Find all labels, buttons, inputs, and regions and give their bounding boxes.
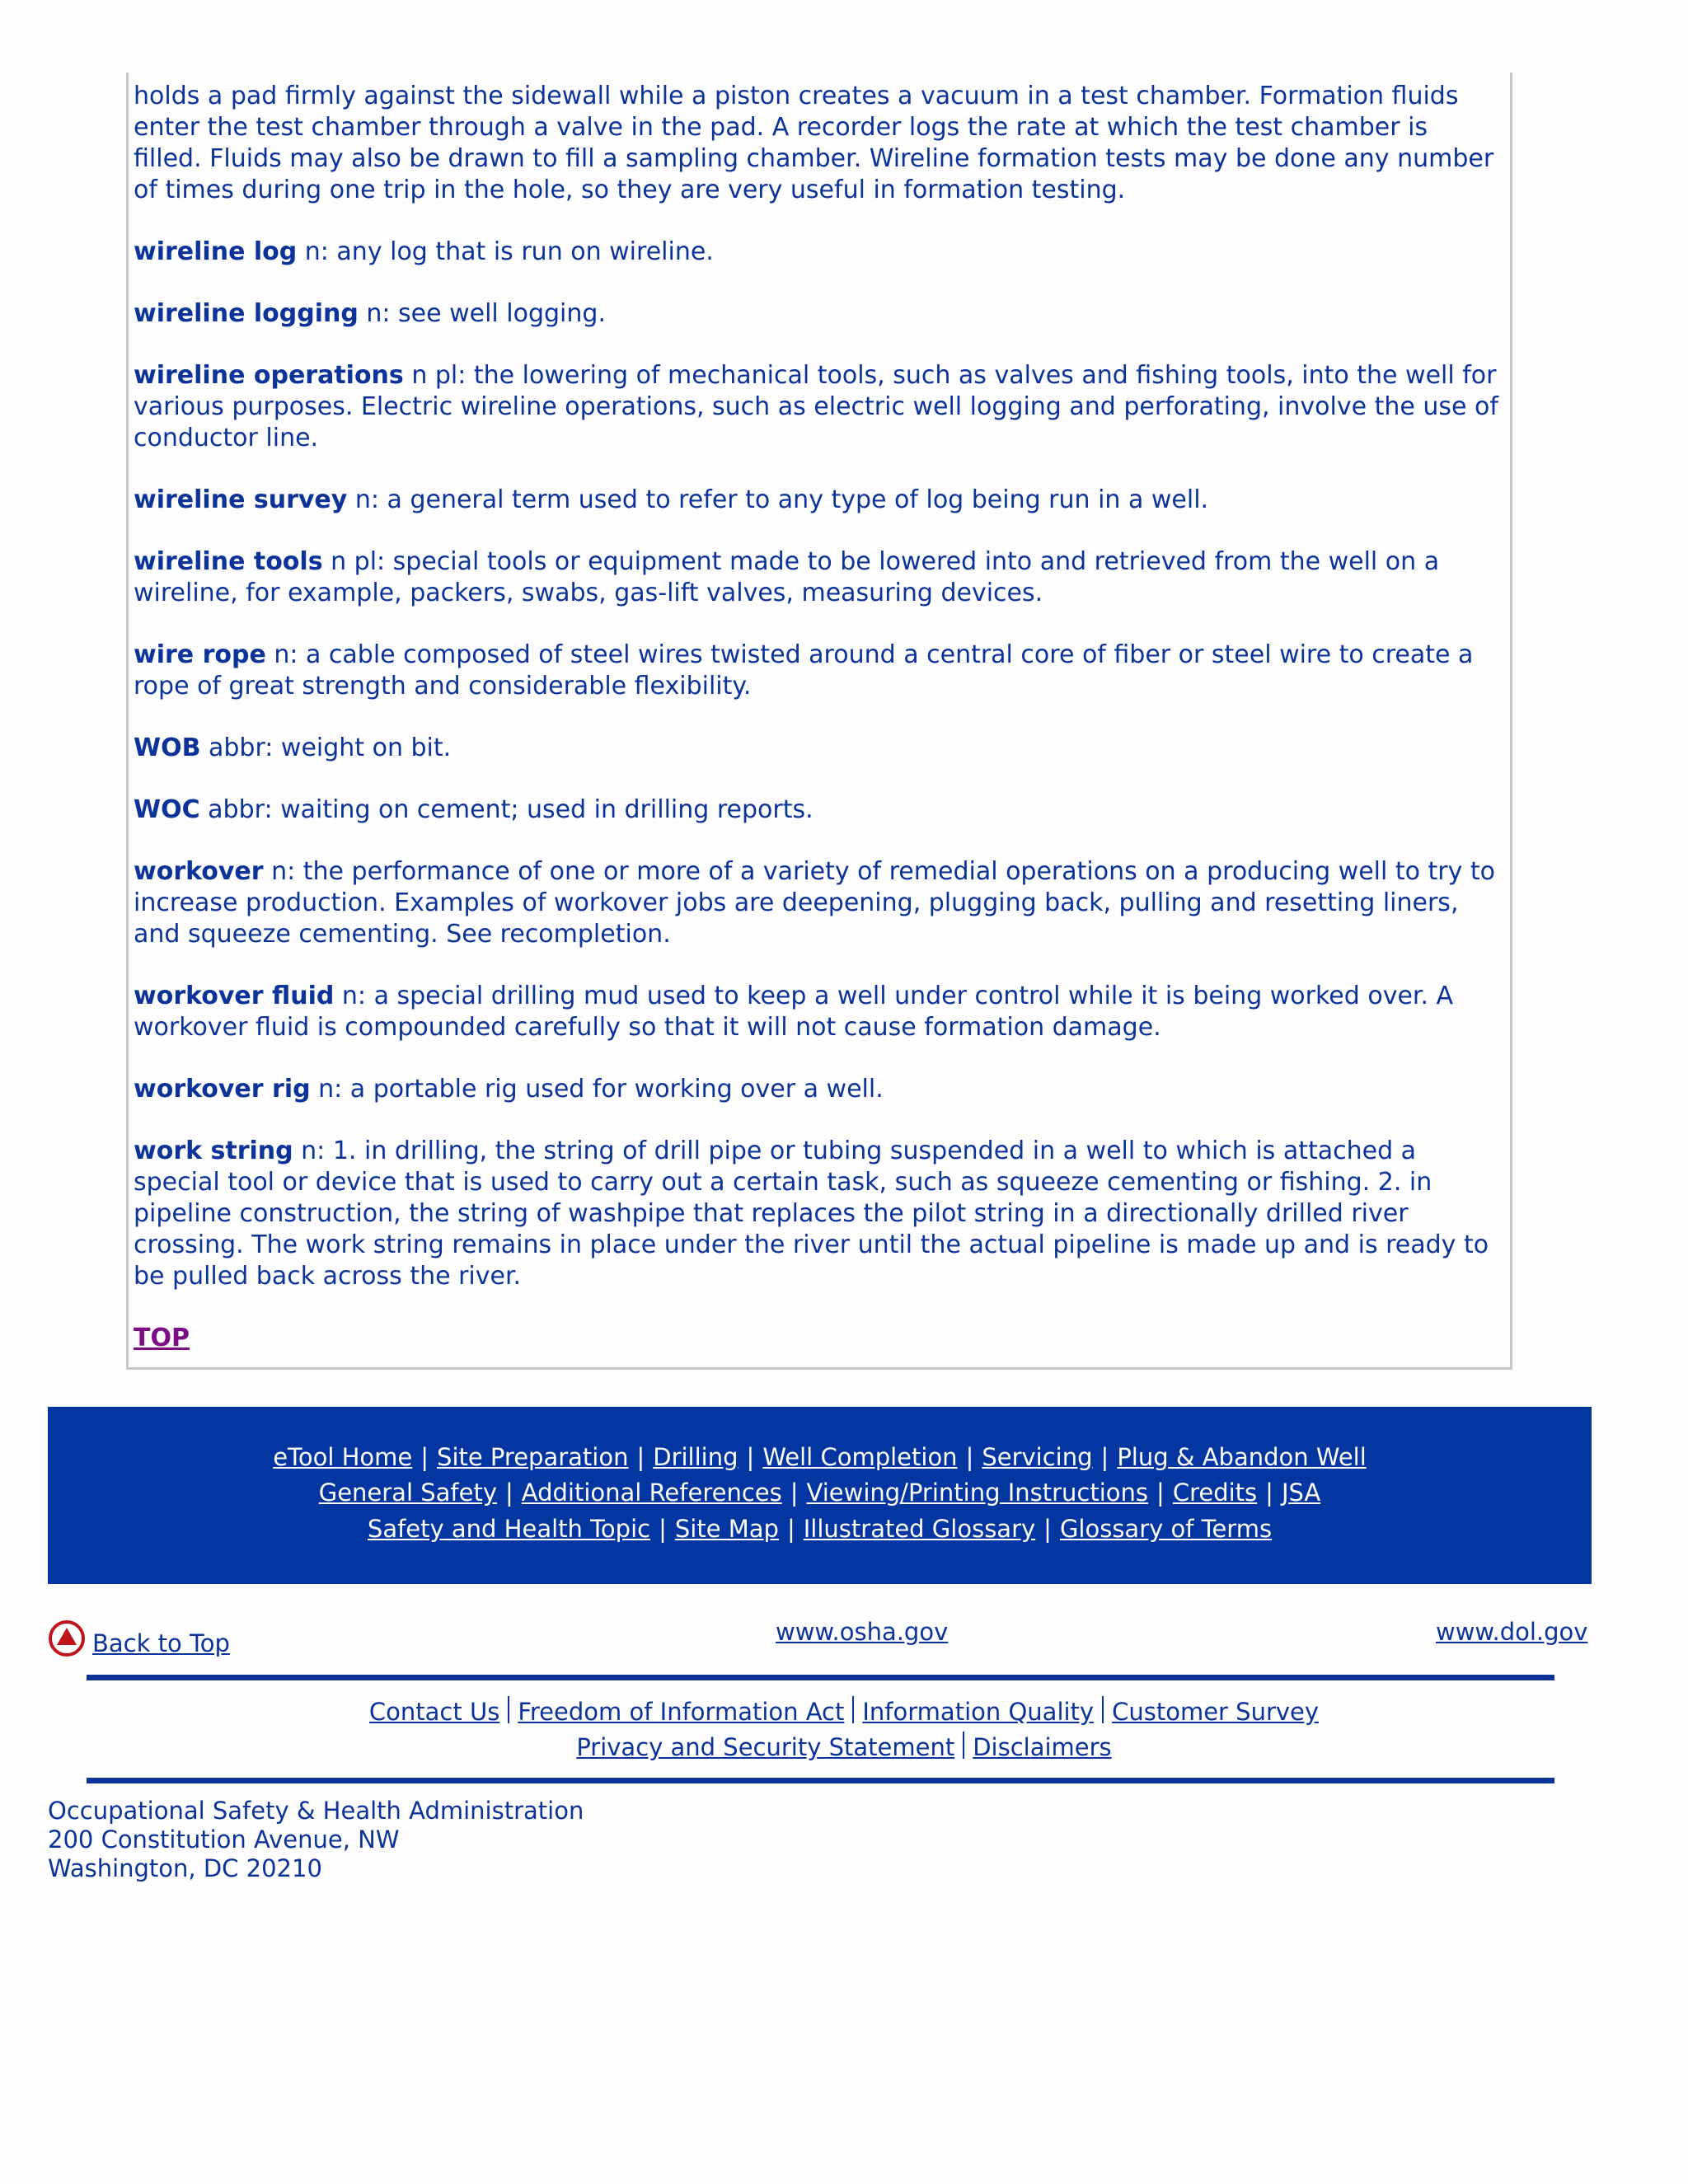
glossary-intro-continuation: holds a pad firmly against the sidewall while a piston creates a vacuum in a test chamber. Formation fluids enter the test chamber through a valve in the pad. A recorder logs the rate at which the test chamber is filled. Fluids may also be drawn to fill a sampling chamber. Wireline formation tests may be done any number of times during one trip in the hole, so they are very useful in formation testing.: [134, 82, 1494, 204]
entry-term: wireline tools: [134, 547, 323, 576]
nav-viewing-printing-instructions[interactable]: Viewing/Printing Instructions: [806, 1479, 1149, 1507]
nav-separator: |: [1265, 1479, 1273, 1507]
entry-term: wireline log: [134, 237, 298, 266]
etool-navigation: [48, 1407, 1592, 1584]
glossary-entry-wob: [134, 733, 1502, 764]
nav-separator: |: [1156, 1479, 1165, 1507]
entry-definition: n: a portable rig used for working over a well.: [310, 1075, 884, 1104]
agency-address: [48, 1797, 584, 1883]
nav-illustrated-glossary[interactable]: Illustrated Glossary: [803, 1515, 1036, 1543]
entry-term: workover rig: [134, 1075, 311, 1104]
nav-jsa[interactable]: JSA: [1281, 1479, 1321, 1507]
glossary-entry-workover-fluid: [134, 981, 1502, 1043]
nav-site-map[interactable]: Site Map: [674, 1515, 779, 1543]
footer-separator: [963, 1732, 964, 1759]
nav-servicing[interactable]: Servicing: [982, 1443, 1093, 1471]
nav-row-3: [48, 1515, 1592, 1543]
footer-links-row-1: [0, 1696, 1688, 1726]
address-line-1: Occupational Safety & Health Administration: [48, 1797, 584, 1825]
information-quality-link[interactable]: Information Quality: [862, 1698, 1095, 1726]
nav-safety-health-topic[interactable]: Safety and Health Topic: [367, 1515, 651, 1543]
entry-definition: n: a special drilling mud used to keep a well under control while it is being worked over. A workover fluid is compounded carefully so that it will not cause formation damage.: [134, 982, 1454, 1042]
nav-site-preparation[interactable]: Site Preparation: [437, 1443, 629, 1471]
nav-additional-references[interactable]: Additional References: [521, 1479, 782, 1507]
disclaimers-link[interactable]: Disclaimers: [973, 1733, 1112, 1761]
nav-separator: |: [786, 1515, 795, 1543]
nav-well-completion[interactable]: Well Completion: [762, 1443, 958, 1471]
nav-etool-home[interactable]: eTool Home: [273, 1443, 413, 1471]
entry-definition: n: see well logging.: [358, 299, 606, 328]
nav-general-safety[interactable]: General Safety: [318, 1479, 497, 1507]
contact-us-link[interactable]: Contact Us: [368, 1698, 500, 1726]
nav-glossary-of-terms[interactable]: Glossary of Terms: [1059, 1515, 1273, 1543]
top-link[interactable]: TOP: [134, 1324, 190, 1352]
entry-definition: n: the performance of one or more of a variety of remedial operations on a producing well to try to increase production. Examples of workover jobs are deepening, plugging back, pulling and resetting liners, and squeeze cementing. See recompletion.: [134, 857, 1496, 949]
entry-definition: n: a general term used to refer to any type of log being run in a well.: [347, 485, 1209, 514]
entry-term: wireline logging: [134, 299, 359, 328]
nav-row-2: [48, 1479, 1592, 1507]
entry-definition: abbr: weight on bit.: [200, 733, 452, 762]
glossary-entry-workover-rig: [134, 1074, 1502, 1105]
entry-definition: n: any log that is run on wireline.: [297, 237, 714, 266]
glossary-entry-wireline-survey: [134, 485, 1502, 516]
nav-separator: |: [1100, 1443, 1109, 1471]
entry-term: WOB: [134, 733, 201, 762]
entry-term: wireline operations: [134, 361, 404, 390]
footer-separator: [1102, 1696, 1104, 1723]
entry-term: wireline survey: [134, 485, 348, 514]
nav-separator: |: [659, 1515, 667, 1543]
nav-separator: |: [965, 1443, 974, 1471]
customer-survey-link[interactable]: Customer Survey: [1112, 1698, 1320, 1726]
nav-separator: |: [420, 1443, 429, 1471]
glossary-entries: [134, 81, 1502, 1354]
glossary-entry-wireline-logging: [134, 298, 1502, 330]
footer-divider-top: [87, 1675, 1554, 1680]
nav-separator: |: [505, 1479, 513, 1507]
back-to-top-icon[interactable]: [48, 1619, 86, 1657]
entry-definition: n pl: special tools or equipment made to be lowered into and retrieved from the well on a wireline, for example, packers, swabs, gas-lift valves, measuring devices.: [134, 547, 1440, 607]
nav-credits[interactable]: Credits: [1172, 1479, 1258, 1507]
footer-divider-bottom: [87, 1778, 1554, 1783]
foia-link[interactable]: Freedom of Information Act: [518, 1698, 845, 1726]
nav-row-1: [48, 1443, 1592, 1471]
entry-term: workover fluid: [134, 982, 335, 1010]
dol-gov-link[interactable]: www.dol.gov: [1436, 1618, 1588, 1646]
glossary-entry-workover: [134, 856, 1502, 950]
footer-separator: [852, 1696, 854, 1723]
nav-separator: |: [790, 1479, 799, 1507]
nav-drilling[interactable]: Drilling: [653, 1443, 738, 1471]
entry-term: workover: [134, 857, 264, 886]
glossary-entry-woc: [134, 794, 1502, 826]
entry-term: work string: [134, 1137, 293, 1165]
nav-separator: |: [746, 1443, 755, 1471]
osha-gov-link[interactable]: www.osha.gov: [776, 1618, 949, 1646]
entry-definition: abbr: waiting on cement; used in drilling reports.: [199, 795, 814, 824]
footer-links-row-2: [0, 1732, 1688, 1761]
entry-term: wire rope: [134, 640, 266, 669]
nav-separator: |: [1043, 1515, 1052, 1543]
nav-separator: |: [636, 1443, 645, 1471]
entry-definition: n pl: the lowering of mechanical tools, such as valves and fishing tools, into the well for various purposes. Electric wireline operations, such as electric well logging and perforating, involve the use of conductor line.: [134, 361, 1498, 452]
entry-definition: n: 1. in drilling, the string of drill pipe or tubing suspended in a well to which is attached a special tool or device that is used to carry out a certain task, such as squeeze cementing or fishing. 2. in pipeline construction, the string of washpipe that replaces the pilot string in a directionally drilled river crossing. The work string remains in place under the river until the actual pipeline is made up and is ready to be pulled back across the river.: [134, 1137, 1489, 1291]
glossary-entry-wire-rope: [134, 640, 1502, 702]
entry-term: WOC: [134, 795, 200, 824]
nav-plug-abandon-well[interactable]: Plug & Abandon Well: [1117, 1443, 1367, 1471]
glossary-entry-wireline-operations: [134, 360, 1502, 454]
back-to-top-link[interactable]: Back to Top: [92, 1629, 230, 1657]
glossary-entry-wireline-tools: [134, 546, 1502, 609]
entry-definition: n: a cable composed of steel wires twisted around a central core of fiber or steel wire to create a rope of great strength and considerable flexibility.: [134, 640, 1474, 701]
privacy-statement-link[interactable]: Privacy and Security Statement: [576, 1733, 955, 1761]
glossary-entry-wireline-log: [134, 237, 1502, 268]
glossary-entry-work-string: [134, 1136, 1502, 1292]
footer-separator: [508, 1696, 509, 1723]
address-line-2: 200 Constitution Avenue, NW: [48, 1825, 400, 1854]
address-line-3: Washington, DC 20210: [48, 1854, 322, 1882]
